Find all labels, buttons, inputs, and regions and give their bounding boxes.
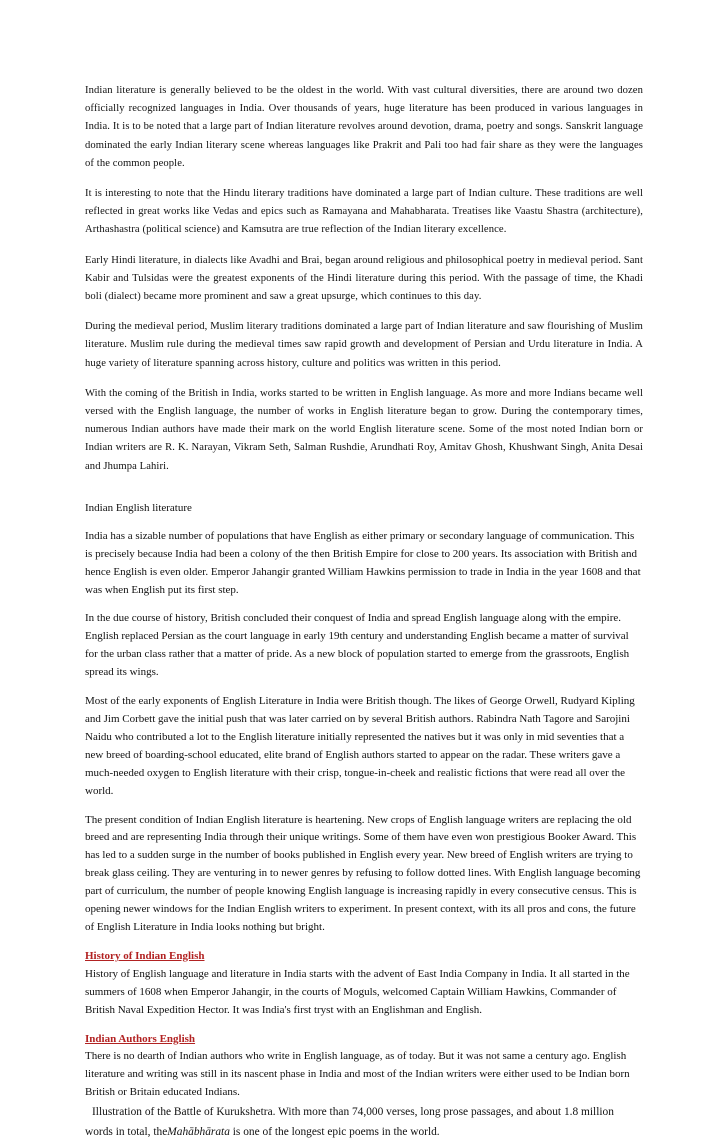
intro-paragraph-2: It is interesting to note that the Hindu literary traditions have dominated a large part of Indian culture. These traditions are well reflected in great works like Vedas and epics such as Ramayana and Mahabharata. Treatises like Vaastu Shastra (architecture), Arthashastra (political science) and Kamsutra are true reflection of the Indian literary excellence.	[85, 188, 643, 236]
body-paragraph-4: The present condition of Indian English literature is heartening. New crops of English language writers are replacing the old breed and are representing India through their unique writings. Some of them have even won prestigious Booker Award. This has led to a sudden surge in the number of books published in English every year. New breed of English writers are trying to break glass ceiling. They are venturing in to newer genres by refusing to follow dotted lines. With English language becoming part of curriculum, the number of people knowing English language is increasing rapidly in every consecutive census. This is opening newer windows for the Indian English writers to experiment. In present context, with its all pros and cons, the future of English Literature in India looks nothing but bright.	[85, 813, 641, 933]
caption-lead: Illustration of the Battle of Kurukshetra. With more than 74,000 verses, long prose passages, and about 1.8 million words in total, the	[85, 1106, 614, 1139]
body-paragraph-3: Most of the early exponents of English Literature in India were British though. The likes of George Orwell, Rudyard Kipling and Jim Corbett gave the initial push that was later carried on by several British authors. Rabindra Nath Tagore and Sarojini Naidu who contributed a lot to the English literature initially represented the natives but it was only in mid seventies that a new breed of boarding-school educated, elite brand of English authors started to appear on the radar. These writers gave a much-needed oxygen to English literature with their crisp, tongue-in-cheek and realistic fictions that were read all over the world.	[85, 695, 635, 797]
caption-tail: is one of the longest epic poems in the world.	[229, 1126, 440, 1139]
history-section-title: History of Indian English	[85, 949, 205, 962]
history-section-text: History of English language and literature in India starts with the advent of East India Company in India. It all started in the summers of 1608 when Emperor Jahangir, in the courts of Moguls, welcomed Captain William Hawkins, Commander of British Naval Expedition Hector. It was India's first tryst with an Englishman and English.	[85, 967, 630, 1016]
intro-paragraph-3: Early Hindi literature, in dialects like Avadhi and Brai, began around religious and philosophical poetry in medieval period. Sant Kabir and Tulsidas were the greatest exponents of the Hindi literature during this period. With the passage of time, the Khadi boli (dialect) became more prominent and saw a great upsurge, which continues to this day.	[85, 254, 643, 303]
body-paragraph-1: India has a sizable number of populations that have English as either primary or secondary language of communication. This is precisely because India had been a colony of the then British Empire for close to 200 years. Its association with British and hence English is even older. Emperor Jahangir granted William Hawkins permission to trade in India in the year 1608 and that was when English put its first step.	[85, 529, 641, 596]
authors-section-text: There is no dearth of Indian authors who write in English language, as of today. But it was not same a century ago. English literature and writing was still in its nascent phase in India and most of the Indian writers were either used to be Indian born British or Britain educated Indians.	[85, 1050, 630, 1099]
document-page	[85, 82, 643, 1142]
body-paragraph-2: In the due course of history, British concluded their conquest of India and spread English language along with the empire. English replaced Persian as the court language in early 19th century and understanding English became a matter of survival for the urban class rather that a matter of pride. As a new block of population started to emerge from the grassroots, English spread its wings.	[85, 612, 630, 679]
intro-paragraph-4: During the medieval period, Muslim literary traditions dominated a large part of Indian literature and saw flourishing of Muslim literature. Muslim rule during the medieval times saw rapid growth and development of Persian and Urdu literature in India. A huge variety of literature spanning across history, culture and politics was written in this period.	[85, 321, 643, 369]
history-section	[85, 948, 643, 1020]
image-caption	[85, 1102, 643, 1142]
authors-section-title: Indian Authors English	[85, 1032, 196, 1045]
section-heading: Indian English literature	[85, 501, 192, 514]
intro-paragraph-5: With the coming of the British in India, works started to be written in English language. As more and more Indians became well versed with the English language, the number of works in English literature began to grow. During the contemporary times, numerous Indian authors have made their mark on the world English literature scene. Some of the most noted Indian born or Indian writers are R. K. Narayan, Vikram Seth, Salman Rushdie, Arundhati Roy, Amitav Ghosh, Khushwant Singh, Anita Desai and Jhumpa Lahiri.	[85, 387, 643, 472]
caption-italic-title: Mahābhārata	[167, 1126, 230, 1139]
intro-paragraph-1: Indian literature is generally believed to be the oldest in the world. With vast cultural diversities, there are around two dozen officially recognized languages in India. Over thousands of years, huge literature has been produced in various languages in India. It is to be noted that a large part of Indian literature revolves around devotion, drama, poetry and songs. Sanskrit language dominated the early Indian literary scene whereas languages like Prakrit and Pali too had fair share as they were the languages of the common people.	[85, 85, 643, 169]
authors-section	[85, 1031, 643, 1103]
